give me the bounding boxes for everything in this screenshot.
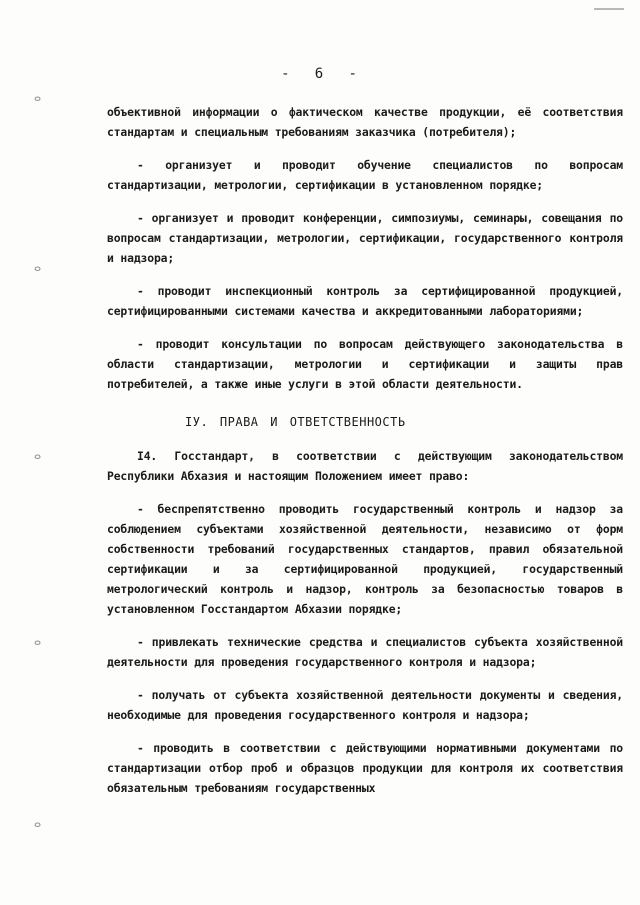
paragraph: - проводит консультации по вопросам действующего законодательства в области стандартизации, метрологии и сертификации и защиты прав потребителей, а также иные услуги в этой области деятельности. [107,337,623,391]
paragraph: - проводить в соответствии с действующими нормативными документами по стандартизации отбор проб и образцов продукции для контроля их соответствия обязательным требованиям государственных [107,741,623,795]
margin-hole-mark: ⴰ [34,91,42,104]
paragraph: - беспрепятственно проводить государственный контроль и надзор за соблюдением субъектами хозяйственной деятельности, независимо от форм собственности требований государственных стандартов, правил обязательной сертификации и за сертифицированной продукцией, государственный метрологический контроль и надзор, контроль за безопасностью товаров в установленном Госстандартом Абхазии порядке; [107,502,623,616]
margin-hole-mark: ⴰ [34,635,42,648]
section-heading: IУ. ПРАВА И ОТВЕТСТВЕННОСТЬ [185,415,406,429]
paragraph: объективной информации о фактическом качестве продукции, её соответствия стандартам и специальным требованиям заказчика (потребителя); [107,105,623,139]
page-number-dash-left: - [281,66,292,82]
page-number-value: 6 [314,66,326,82]
margin-hole-mark: ⴰ [34,261,42,274]
paragraph: - проводит инспекционный контроль за сертифицированной продукцией, сертифицированными системами качества и аккредитованными лабораториями; [107,284,623,318]
paragraph: - получать от субъекта хозяйственной деятельности документы и сведения, необходимые для проведения государственного контроля и надзора; [107,688,623,722]
margin-hole-mark: ⴰ [34,817,42,830]
page-number [0,66,640,82]
page-number-dash-right: - [348,66,359,82]
paragraph: - привлекать технические средства и специалистов субъекта хозяйственной деятельности для проведения государственного контроля и надзора; [107,635,623,669]
margin-hole-mark: ⴰ [34,449,42,462]
paragraph: I4. Госстандарт, в соответствии с действующим законодательством Республики Абхазия и настоящим Положением имеет право: [107,449,623,483]
scan-artifact [594,8,624,10]
paragraph: - организует и проводит обучение специалистов по вопросам стандартизации, метрологии, сертификации в установленном порядке; [107,158,623,192]
document-body [107,102,623,811]
paragraph: - организует и проводит конференции, симпозиумы, семинары, совещания по вопросам стандартизации, метрологии, сертификации, государственного контроля и надзора; [107,211,623,265]
